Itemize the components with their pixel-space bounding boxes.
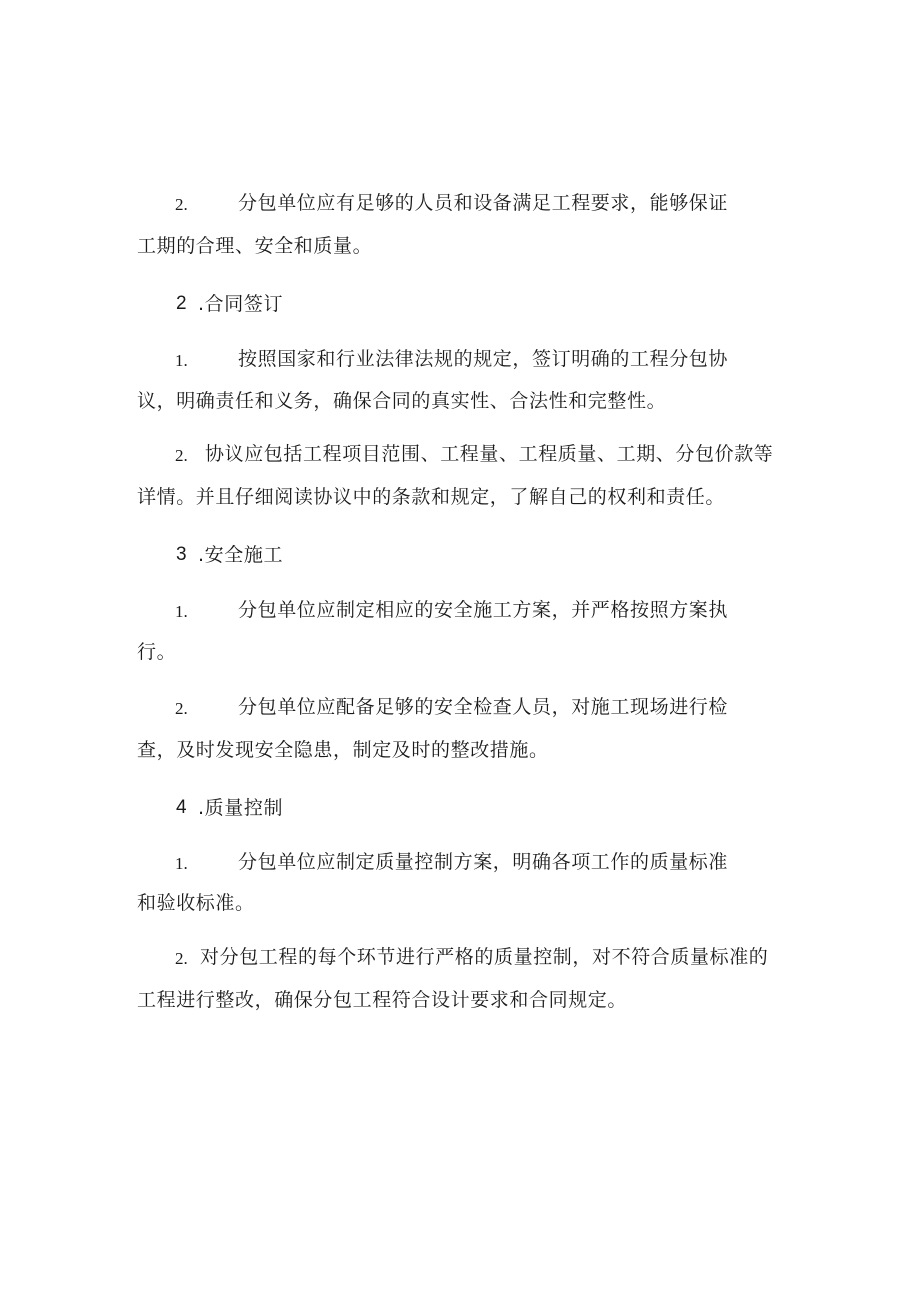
item-number: 1.: [175, 602, 188, 621]
heading-number: 2: [176, 293, 187, 314]
item-text-line: 分包单位应有足够的人员和设备满足工程要求，能够保证: [238, 192, 729, 214]
item-number: 2.: [175, 446, 188, 465]
item-text-line: 分包单位应配备足够的安全检查人员，对施工现场进行检: [238, 696, 729, 718]
item-text-line: 行。: [137, 641, 177, 663]
heading-text: .合同签订: [198, 293, 284, 315]
item-number: 2.: [175, 699, 188, 718]
heading-number: 4: [176, 797, 187, 818]
item-number: 1.: [175, 351, 188, 370]
item-text-line: 查，及时发现安全隐患，制定及时的整改措施。: [137, 739, 549, 761]
item-text-line: 议，明确责任和义务，确保合同的真实性、合法性和完整性。: [137, 390, 667, 412]
item-text-line: 分包单位应制定相应的安全施工方案，并严格按照方案执: [238, 599, 729, 621]
heading-text: .安全施工: [198, 544, 284, 566]
item-text-line: 按照国家和行业法律法规的规定，签订明确的工程分包协: [238, 348, 729, 370]
item-number: 2.: [175, 949, 188, 968]
item-text-line: 协议应包括工程项目范围、工程量、工程质量、工期、分包价款等: [205, 443, 774, 465]
item-number: 2.: [175, 195, 188, 214]
item-number: 1.: [175, 854, 188, 873]
item-text-line: 工期的合理、安全和质量。: [137, 235, 373, 257]
item-text-line: 和验收标准。: [137, 892, 255, 914]
item-text-line: 分包单位应制定质量控制方案，明确各项工作的质量标准: [238, 851, 729, 873]
heading-text: .质量控制: [198, 797, 284, 819]
item-text-line: 工程进行整改，确保分包工程符合设计要求和合同规定。: [137, 989, 628, 1011]
item-text-line: 详情。并且仔细阅读协议中的条款和规定，了解自己的权利和责任。: [137, 486, 726, 508]
heading-number: 3: [176, 544, 187, 565]
item-text-line: 对分包工程的每个环节进行严格的质量控制，对不符合质量标准的: [200, 946, 769, 968]
